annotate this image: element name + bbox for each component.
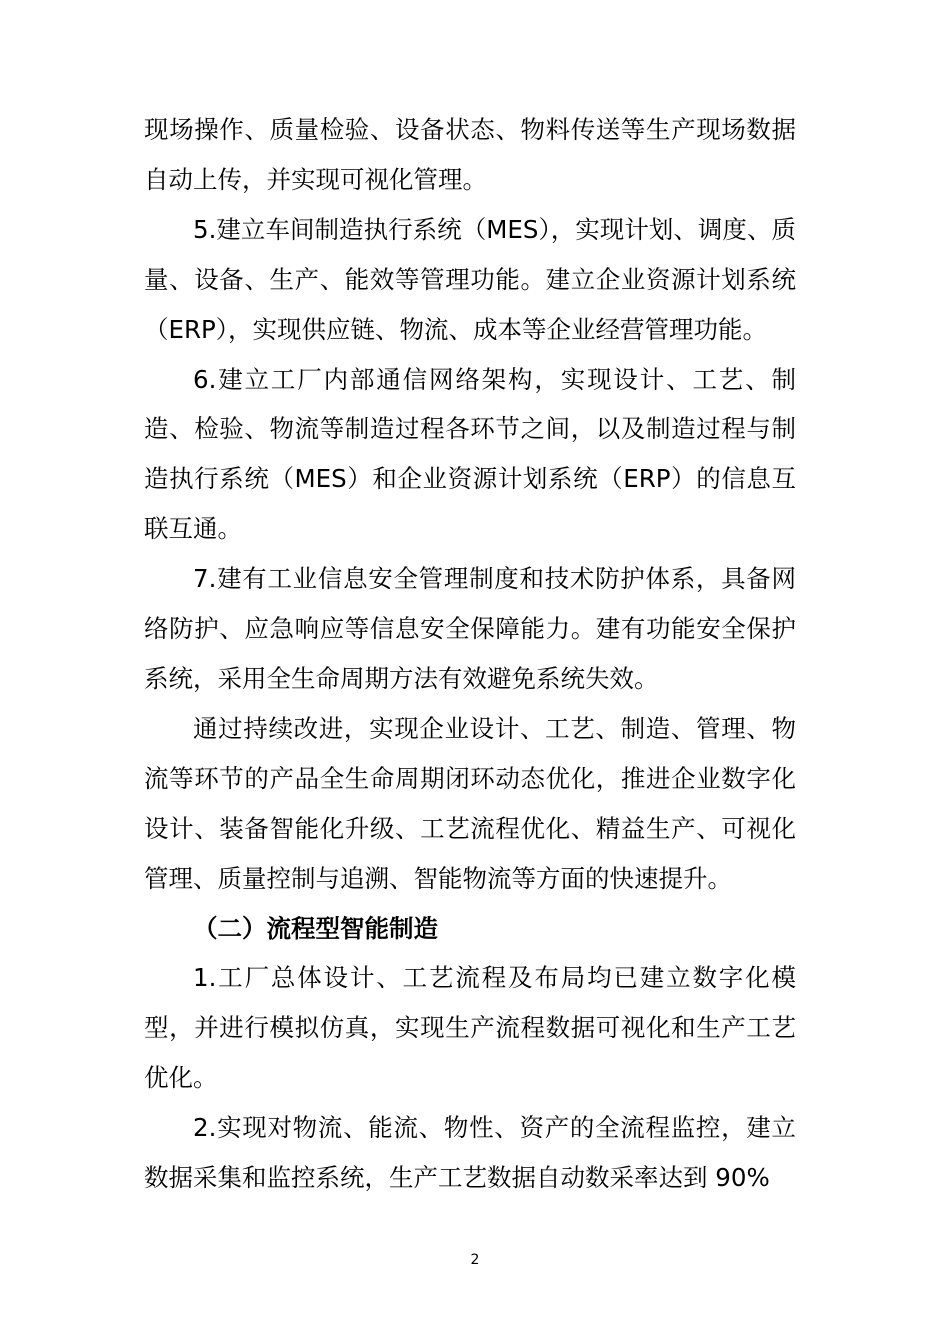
paragraph-item-7: 7.建有工业信息安全管理制度和技术防护体系，具备网络防护、应急响应等信息安全保障能力。建有功能安全保护系统，采用全生命周期方法有效避免系统失效。 (144, 564, 796, 693)
paragraph-item-5: 5.建立车间制造执行系统（MES），实现计划、调度、质量、设备、生产、能效等管理功能。建立企业资源计划系统（ERP），实现供应链、物流、成本等企业经营管理功能。 (144, 214, 796, 344)
paragraph-process-item-1: 1.工厂总体设计、工艺流程及布局均已建立数字化模型，并进行模拟仿真，实现生产流程数据可视化和生产工艺优化。 (144, 963, 796, 1093)
section-heading: （二）流程型智能制造 (193, 913, 438, 943)
page-number: 2 (470, 1252, 480, 1268)
paragraph-continuation: 现场操作、质量检验、设备状态、物料传送等生产现场数据自动上传，并实现可视化管理。 (144, 115, 796, 194)
paragraph-process-item-2: 2.实现对物流、能流、物性、资产的全流程监控，建立数据采集和监控系统，生产工艺数据自动数采率达到 90% (144, 1113, 796, 1193)
paragraph-summary: 通过持续改进，实现企业设计、工艺、制造、管理、物流等环节的产品全生命周期闭环动态优化，推进企业数字化设计、装备智能化升级、工艺流程优化、精益生产、可视化管理、质量控制与追溯、智能物流等方面的快速提升。 (144, 713, 796, 893)
paragraph-item-6: 6.建立工厂内部通信网络架构，实现设计、工艺、制造、检验、物流等制造过程各环节之间，以及制造过程与制造执行系统（MES）和企业资源计划系统（ERP）的信息互联互通。 (144, 364, 796, 544)
document-body (144, 105, 796, 1203)
